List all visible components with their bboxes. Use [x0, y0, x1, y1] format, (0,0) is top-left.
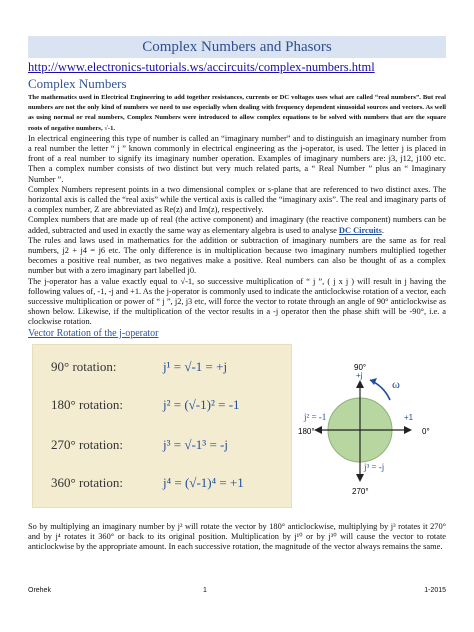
bottom-equation-label: j³ = -j: [364, 461, 385, 472]
omega-label: ω: [392, 376, 400, 391]
footer-author: Orehek: [28, 587, 51, 594]
intro-paragraph: The mathematics used in Electrical Engineering to add together resistances, currents or DC voltages uses what are called “real numbers”. But real numbers are not the only kind of numbers we need to use especially when dealing with frequency dependent sinusoidal sources and vectors. As well as using normal or real numbers, Complex Numbers were introduced to allow complex equations to be solved with numbers that are the square roots of negative numbers, √-1.: [28, 94, 446, 132]
paragraph-imaginary: In electrical engineering this type of number is called an “imaginary number” and to distinguish an imaginary number from a real number the letter “ j ” known commonly in electrical engineering as the j-operator, is used. The letter j is placed in front of a real number to signify its imaginary number operation. Examples of imaginary numbers are: j3, j12, j100 etc. Then a complex number consists of two distinct but very much related parts, a “ Real Number ” plus an “ Imaginary Number ”.: [28, 133, 446, 184]
rotation-equation: j¹ = √-1 = +j: [163, 358, 228, 374]
left-arrowhead: [314, 426, 322, 434]
footer-date: 1-2015: [424, 587, 446, 594]
left-degree-label: 180°: [298, 426, 315, 436]
section-heading: Complex Numbers: [28, 76, 127, 91]
rotation-equation: j⁴ = (√-1)⁴ = +1: [163, 474, 244, 490]
rotation-degree: 270° rotation:: [51, 436, 123, 452]
rotation-row: [43, 431, 283, 461]
paragraph-dc-end: .: [381, 225, 384, 235]
paragraph-j-operator: The j-operator has a value exactly equal to √-1, so successive multiplication of “ j ”, ( j x j ) will result in j having the following values of, -1, -j and +1. As the j-operator is commonly used to indicate the anticlockwise rotation of a vector, each successive multiplication or power of “ j ”, j2, j3 etc, will force the vector to rotate through an angle of 90° anticlockwise as shown below. Likewise, if the multiplication of the vector results in a -j operator then the phase shift will be -90°, i.e. a clockwise rotation.: [28, 276, 446, 327]
right-axis-label: +1: [404, 412, 414, 422]
right-degree-label: 0°: [422, 426, 430, 436]
rotation-row: [43, 469, 283, 499]
rotation-formulas-panel: [32, 344, 292, 508]
paragraph-dc-text: Complex numbers that are made up of real (the active component) and imaginary (the reactive component) numbers can be added, subtracted and used in exactly the same way as elementary algebra is used to analyse: [28, 215, 446, 235]
paragraph-rotation-summary: So by multiplying an imaginary number by j² will rotate the vector by 180° anticlockwise, multiplying by j³ rotates it 270° and by j⁴ rotates it 360° or back to its original position. Multiplication by j¹⁰ or by j³⁰ will cause the vector to rotate anticlockwise by the appropriate amount. In each successive rotation, the magnitude of the vector always remains the same.: [28, 521, 446, 552]
top-degree-label: 90°: [354, 362, 367, 372]
bottom-degree-label: 270°: [352, 486, 369, 496]
rotation-equation: j³ = √-1³ = -j: [163, 436, 228, 452]
source-link[interactable]: http://www.electronics-tutorials.ws/accircuits/complex-numbers.html: [28, 60, 375, 74]
j-operator-figure: [28, 344, 446, 516]
footer-page-number: 1: [203, 587, 207, 594]
up-arrowhead: [356, 380, 364, 388]
rotation-equation: j² = (√-1)² = -1: [163, 396, 240, 412]
left-equation-label: j² = -1: [304, 411, 327, 422]
rotation-degree: 360° rotation:: [51, 474, 123, 490]
page-title: Complex Numbers and Phasors: [28, 36, 446, 58]
rotation-degree: 90° rotation:: [51, 358, 117, 374]
figure-caption: Vector Rotation of the j-operator: [28, 327, 159, 339]
top-axis-label: +j: [356, 370, 363, 380]
right-arrowhead: [404, 426, 412, 434]
paragraph-dc-circuits: [28, 215, 446, 235]
paragraph-rules: The rules and laws used in mathematics for the addition or subtraction of imaginary numbers are the same as for real numbers, j2 + j4 = j6 etc. The only difference is in multiplication because two imaginary numbers multiplied together becomes a positive real number, as two negatives make a positive. Real numbers can also be thought of as a complex number but with a zero imaginary part labelled j0.: [28, 235, 446, 276]
rotation-diagram: [298, 348, 448, 506]
rotation-row: [43, 391, 283, 421]
dc-circuits-link[interactable]: DC Circuits: [338, 225, 382, 235]
document-page: [28, 36, 446, 552]
paragraph-s-plane: Complex Numbers represent points in a two dimensional complex or s-plane that are referenced to two distinct axes. The horizontal axis is called the “real axis” while the vertical axis is called the “imaginary axis”. The real and imaginary parts of a complex number, Z are abbreviated as Re(z) and Im(z), respectively.: [28, 184, 446, 215]
down-arrowhead: [356, 474, 364, 482]
rotation-row: [43, 353, 283, 383]
rotation-degree: 180° rotation:: [51, 396, 123, 412]
